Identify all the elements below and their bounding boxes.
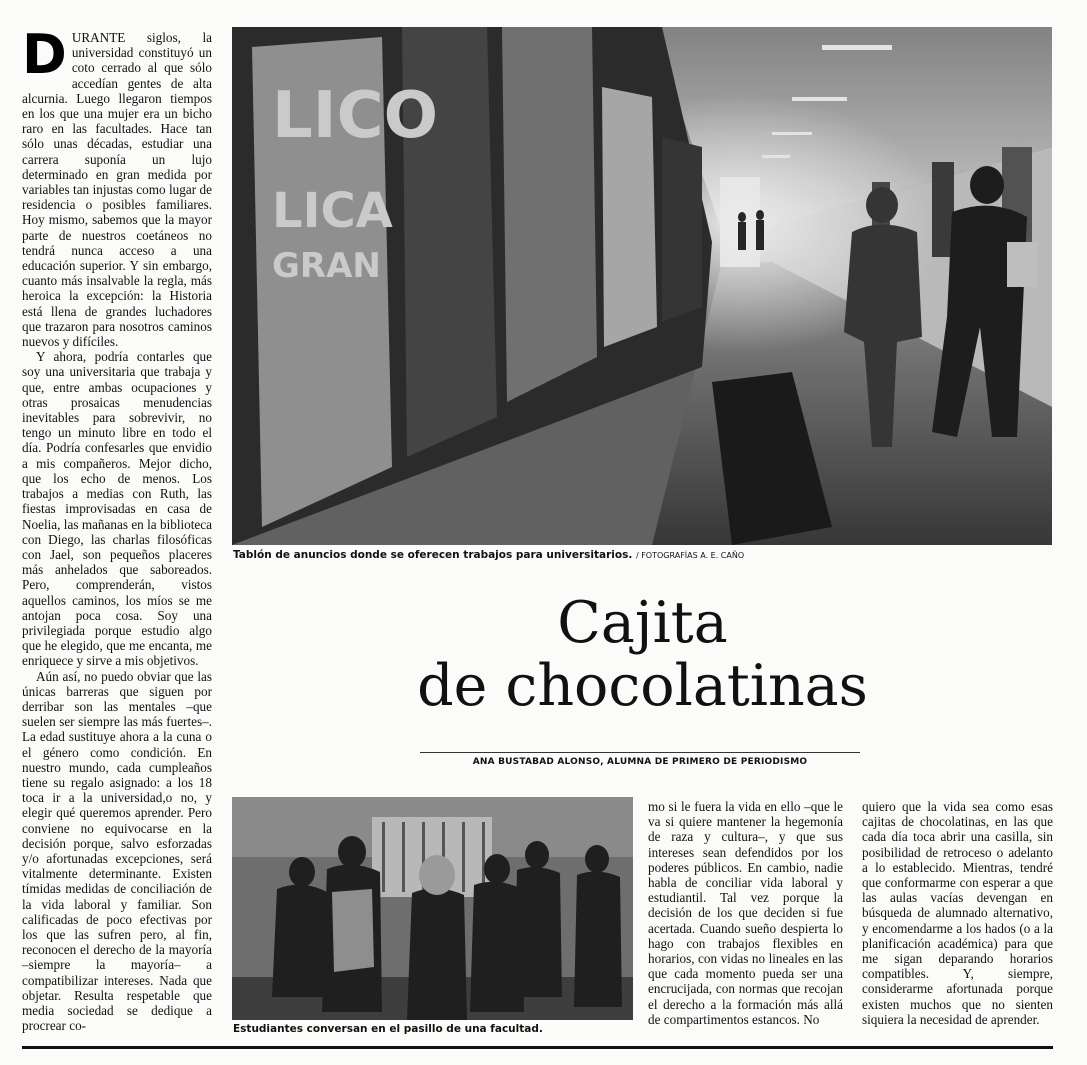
headline bbox=[390, 592, 895, 718]
article-left-column bbox=[22, 23, 212, 1034]
main-photo-caption bbox=[233, 549, 1053, 561]
photo-credit: / FOTOGRAFÍAS A. E. CAÑO bbox=[635, 551, 745, 560]
article-paragraph-1 bbox=[22, 23, 212, 350]
board-text-3: GRAN bbox=[272, 246, 381, 286]
students-photo-illustration bbox=[232, 797, 633, 1020]
article-paragraph-3: Aún así, no puedo obviar que las únicas barreras que siguen por derribar son las mentales –que suelen ser siempre las más fuertes–. La edad sustituye ahora a la cuna o el género como condición. En nuestro mundo, cada cumpleaños tiene su regalo asignado: a los 18 toca ir a la universidad,o no, y elegir qué queremos aprender. Pero conviene no equivocarse en la decisión porque, salvo esforzadas y/o afortunadas excepciones, será vitalmente determinante. Existen tímidas medidas de conciliación de la vida laboral y familiar. Son calificadas de poco efectivas por los que las sufren pero, al fin, reconocen el derecho de la mayoría –siempre la mayoría– a compatibilizar intereses. Nada que objetar. Resulta respetable que media sociedad se dedique a procrear co- bbox=[22, 668, 212, 1034]
article-right-column bbox=[862, 799, 1053, 1027]
bottom-rule bbox=[22, 1046, 1053, 1049]
board-text-2: LICA bbox=[272, 183, 393, 239]
paragraph-text: URANTE siglos, la universidad constituyó un coto cerrado al que sólo accedían gentes de alta alcurnia. Luego llegaron tiempos en los que una mujer era un bicho raro en las facultades. Hace tan sólo unas décadas, estudiar una carrera suponía un lujo determinado en gran medida por variables tan injustas como lugar de residencia o posibles familiares. Hoy mismo, sabemos que la mayor parte de nuestros coetáneos no tendrá nunca acceso a una educación superior. Y sin embargo, cuanto más insalvable la regla, más heroica la excepción: la Historia está llena de grandes luchadores que trazaron para nosotros caminos nuevos y difíciles. bbox=[22, 30, 212, 350]
board-text-1: LICO bbox=[272, 79, 438, 153]
main-photo-corridor bbox=[232, 27, 1052, 545]
article-paragraph-2: Y ahora, podría contarles que soy una universitaria que trabaja y que, entre ambas ocupaciones y otras prosaicas menudencias inevitables para sobrevivir, no tengo un minuto libre en todo el día. Podría confesarles que envidio a mis compañeros. Mejor dicho, que los echo de menos. Los trabajos a medias con Ruth, las fiestas improvisadas en casa de Noelia, las mañanas en la biblioteca con Diego, las charlas filosóficas con Jael, son pequeños placeres más anhelados que saboreados. Pero, comprenderán, vistos aquellos caminos, los míos se me antojan poca cosa. Soy una privilegiada porque estudio algo que he elegido, que me encanta, me enriquece y sirve a mis objetivos. bbox=[22, 349, 212, 669]
small-photo-caption: Estudiantes conversan en el pasillo de una facultad. bbox=[233, 1023, 543, 1035]
corridor-photo-illustration bbox=[232, 27, 1052, 545]
drop-cap: D bbox=[22, 23, 67, 86]
right-paragraph: quiero que la vida sea como esas cajitas de chocolatinas, en las que cada día toca abrir una casilla, sin posibilidad de retroceso o adelanto a lo establecido. Mientras, tendré que conformarme con esperar a que las aulas vacías devengan en búsqueda de alumnado alternativo, y encomendarme a los hados (o a la planificación académica) para que me sigan deparando horarios compatibles. Y, siempre, considerarme afortunada porque existen muchos que no sienten siquiera la necesidad de aprender. bbox=[862, 799, 1053, 1027]
article-middle-column bbox=[648, 799, 843, 1027]
byline-rule bbox=[420, 752, 860, 753]
headline-line-2: de chocolatinas bbox=[417, 653, 868, 719]
small-photo-students bbox=[232, 797, 633, 1020]
byline: ANA BUSTABAD ALONSO, ALUMNA DE PRIMERO DE PERIODISMO bbox=[472, 757, 808, 767]
headline-line-1: Cajita bbox=[557, 590, 728, 656]
caption-text: Tablón de anuncios donde se oferecen trabajos para universitarios. bbox=[233, 549, 633, 561]
middle-paragraph: mo si le fuera la vida en ello –que le va si quiere mantener la hegemonía de raza y cultura–, y que sus intereses sean defendidos por los poderes públicos. En cambio, nadie habla de conciliar vida laboral y estudiantil. Tal vez porque la decisión de los que deciden si fue acertada. Cuando sueño despierta lo hago con trabajos flexibles en horarios, con vidas no lineales en las que cada momento pueda ser una encrucijada, con normas que recojan el derecho a la formación más allá de compartimentos estancos. No bbox=[648, 799, 843, 1027]
